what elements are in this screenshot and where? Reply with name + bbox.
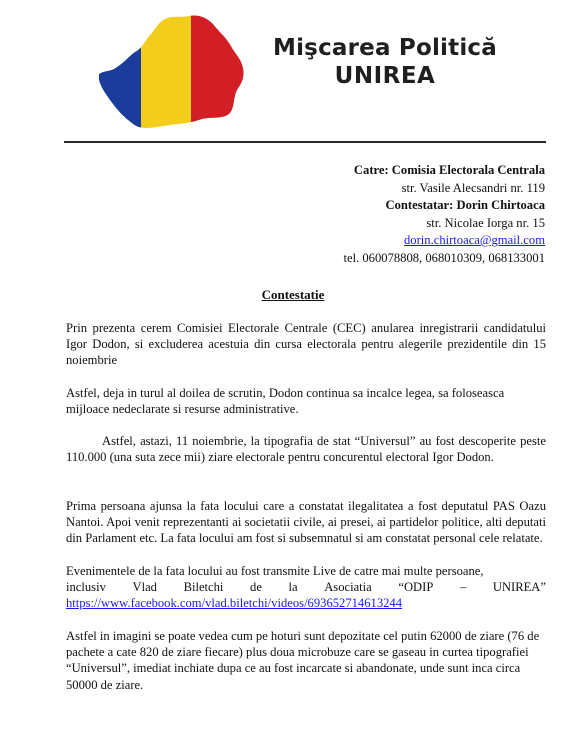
paragraph-5-line2 bbox=[66, 579, 546, 595]
recipient-address: str. Vasile Alecsandri nr. 119 bbox=[401, 180, 545, 195]
word: la bbox=[288, 580, 298, 595]
complainant: Contestatar: Dorin Chirtoaca bbox=[385, 198, 545, 212]
party-name-line1: Mişcarea Politică bbox=[273, 35, 497, 61]
document-title: Contestatie bbox=[261, 287, 325, 302]
paragraph-5-line1: Evenimentele de la fata locului au fost transmite Live de catre mai multe persoane, bbox=[66, 564, 484, 578]
word: de bbox=[250, 580, 262, 595]
party-name-line2: UNIREA bbox=[334, 63, 436, 89]
romania-map-flag-logo bbox=[95, 12, 247, 134]
paragraph-1: Prin prezenta cerem Comisiei Electorale Centrale (CEC) anularea inregistrarii candidatului Igor Dodon, si excluderea acestuia din cursa electorala pentru alegerile prezidentile din 15 noiembrie bbox=[66, 321, 546, 368]
word: “ODIP bbox=[398, 580, 434, 595]
paragraph-3: Astfel, astazi, 11 noiembrie, la tipografia de stat “Universul” au fost descoperite peste 110.000 (una suta zece mii) ziare electorale pentru concurentul electoral Igor Dodon. bbox=[66, 434, 546, 465]
addressee-block bbox=[344, 162, 546, 267]
recipient: Catre: Comisia Electorala Centrala bbox=[353, 163, 545, 177]
flag-yellow-band bbox=[141, 12, 191, 134]
word: UNIREA” bbox=[492, 580, 546, 595]
complainant-address: str. Nicolae Iorga nr. 15 bbox=[426, 215, 545, 230]
party-name bbox=[255, 34, 515, 90]
word: Biletchi bbox=[183, 580, 224, 595]
paragraph-4: Prima persoana ajunsa la fata locului care a constatat ilegalitatea a fost deputatul PAS Oazu Nantoi. Apoi venit reprezentanti ai societatii civile, ai presei, ai partidelor politice, alti deputati din Parlament etc. La fata locului am fost si subsemnatul si am constatat personal cele relatate. bbox=[66, 499, 546, 546]
email-link[interactable]: dorin.chirtoaca@gmail.com bbox=[404, 233, 545, 247]
word: – bbox=[459, 580, 467, 595]
paragraph-5 bbox=[66, 563, 546, 612]
flag-red-band bbox=[191, 12, 247, 134]
word: inclusiv bbox=[66, 580, 106, 595]
header-divider bbox=[64, 141, 546, 143]
facebook-video-link[interactable]: https://www.facebook.com/vlad.biletchi/videos/693652714613244 bbox=[66, 596, 403, 611]
word: Vlad bbox=[132, 580, 157, 595]
paragraph-2: Astfel, deja in turul al doilea de scrutin, Dodon continua sa incalce legea, sa foloseasca mijloace nedeclarate si resurse administrative. bbox=[66, 386, 505, 417]
flag-blue-band bbox=[95, 12, 141, 134]
word: Asociatia bbox=[324, 580, 372, 595]
phone-numbers: tel. 060078808, 068010309, 068133001 bbox=[343, 250, 545, 265]
paragraph-6: Astfel in imagini se poate vedea cum pe hoturi sunt depozitate cel putin 62000 de ziare (76 de pachete a cate 820 de ziare fiecare) plus doua microbuze care se gaseau in curtea tipografiei “Universul”, imediat inchiate dupa ce au fost incarcate si abandonate, unde sunt inca circa 50000 de ziare. bbox=[66, 629, 540, 692]
